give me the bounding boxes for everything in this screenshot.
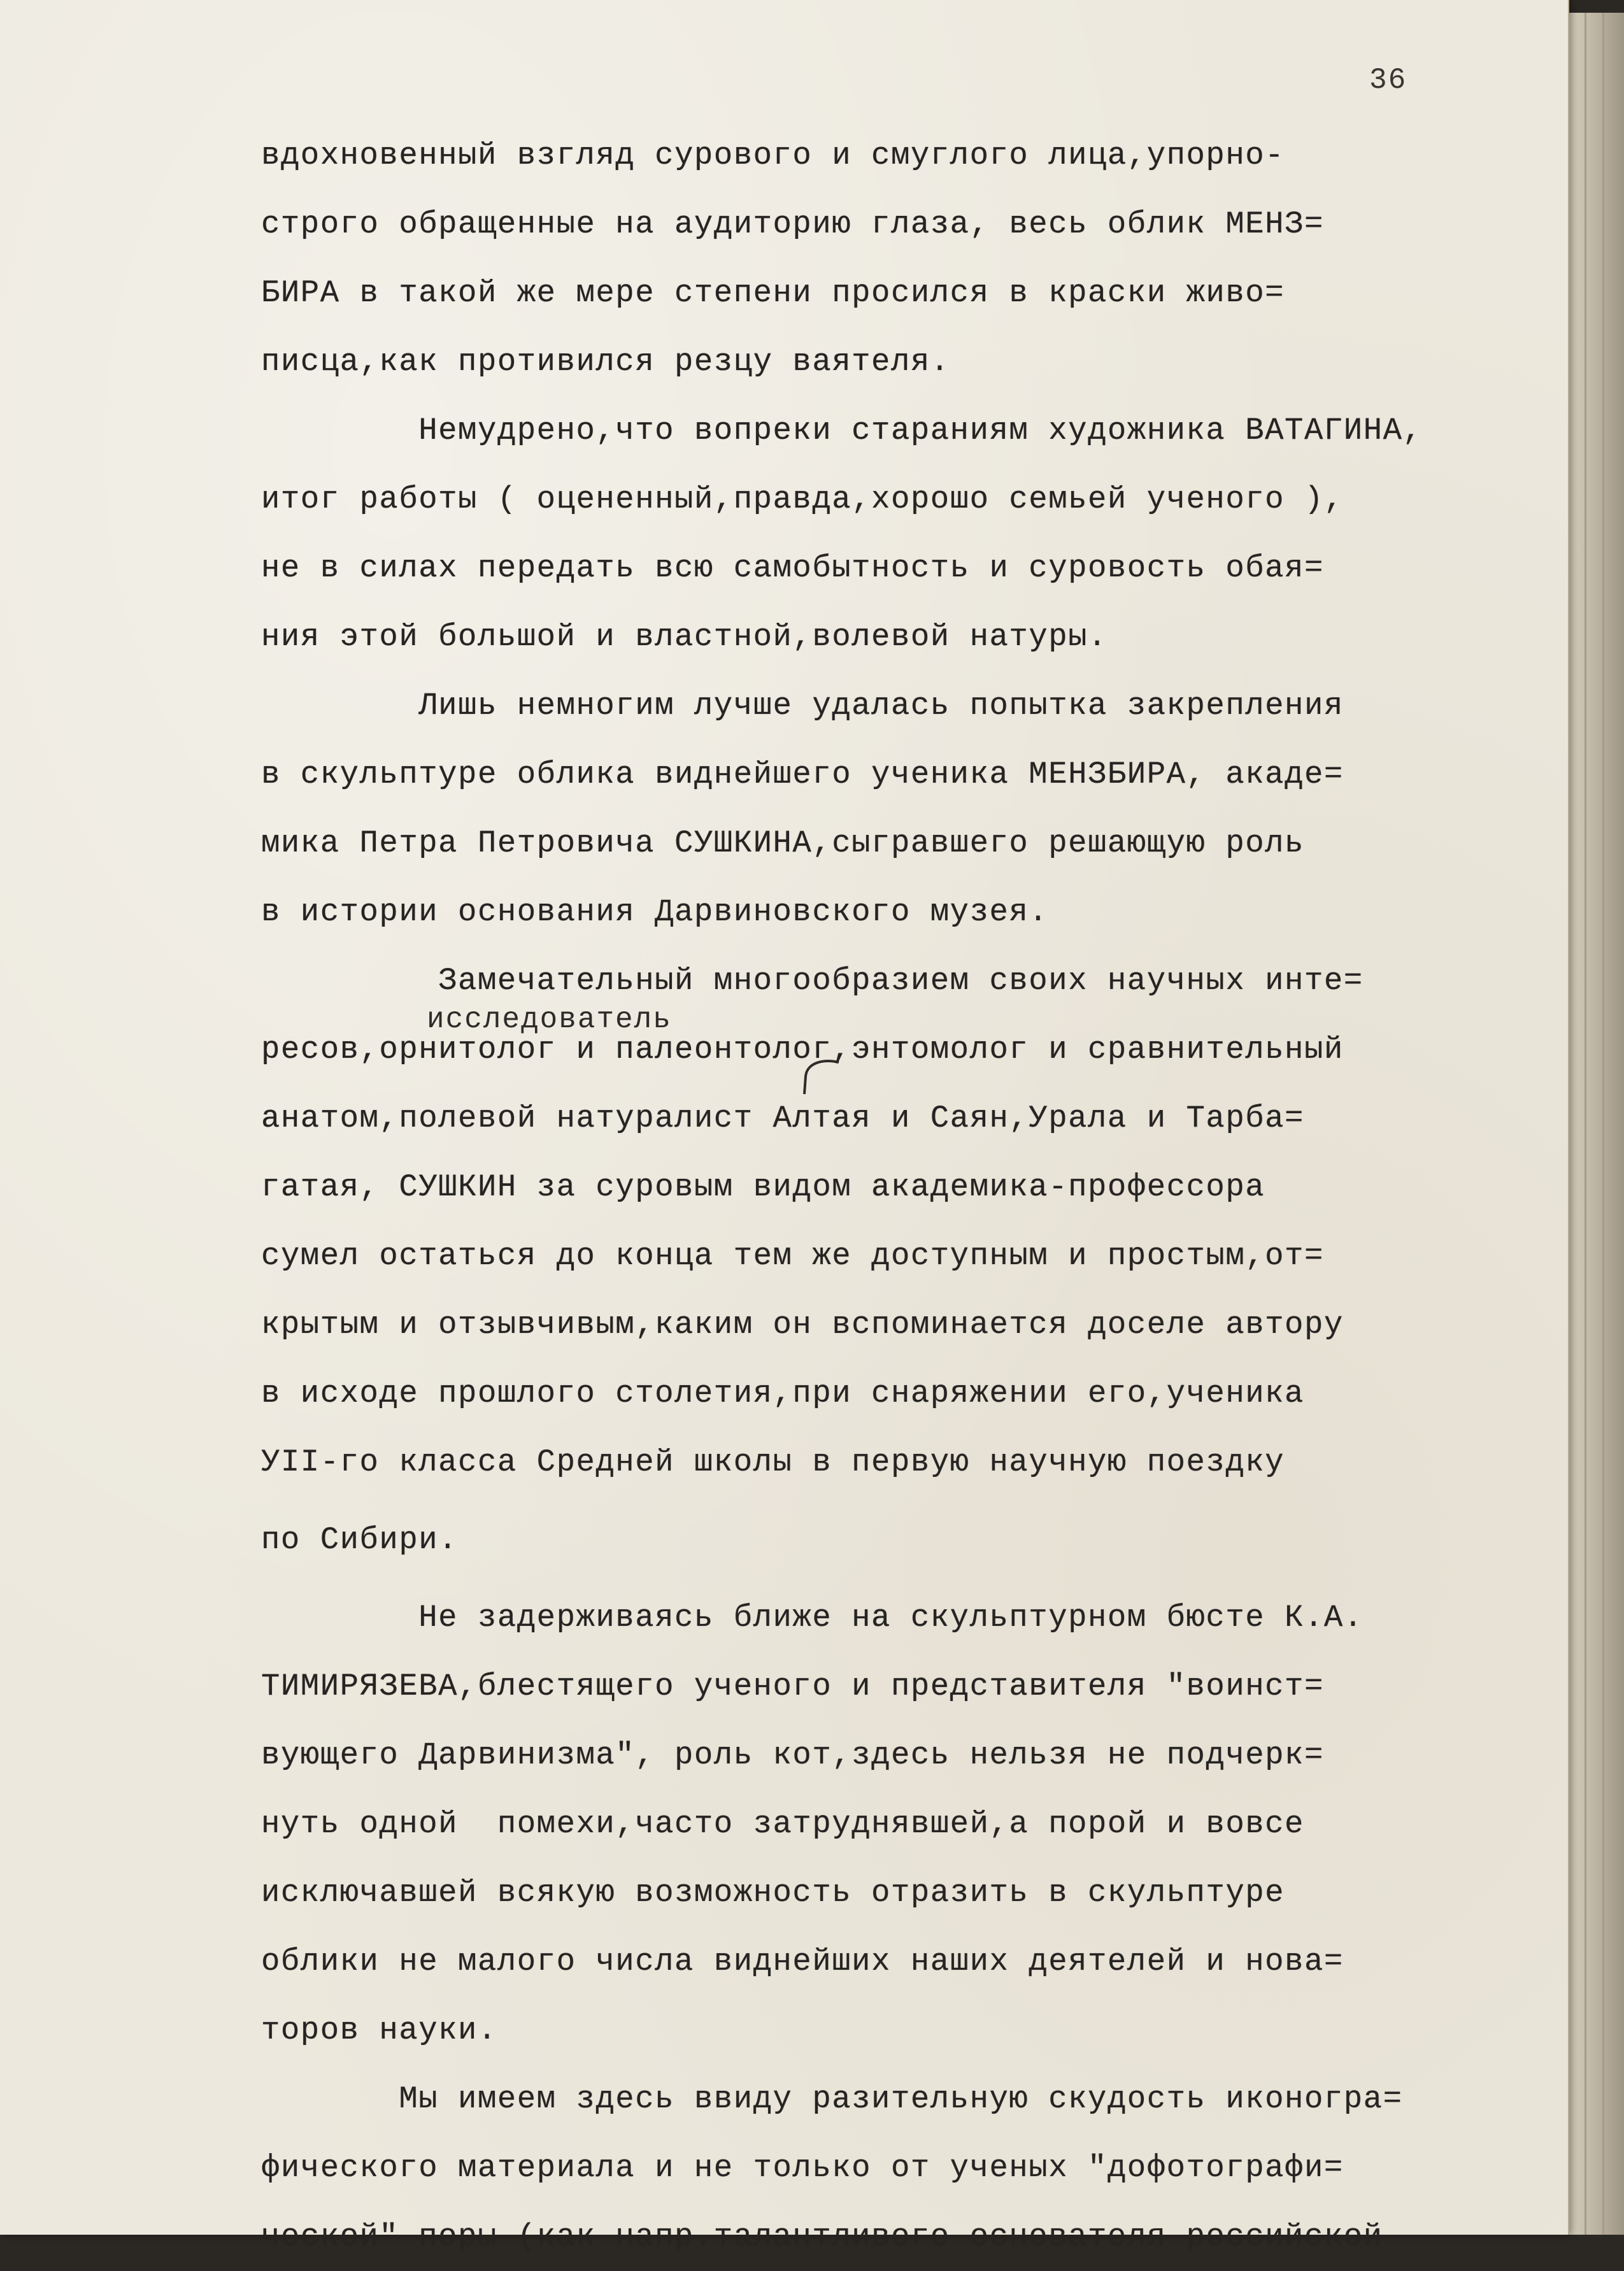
text-line: Мы имеем здесь ввиду разительную скудость иконогра= [261, 2081, 1403, 2117]
text-line: вующего Дарвинизма", роль кот,здесь нельзя не подчерк= [261, 1737, 1324, 1773]
text-line: ТИМИРЯЗЕВА,блестящего ученого и представителя "воинст= [261, 1669, 1324, 1704]
text-line: вдохновенный взгляд сурового и смуглого лица,упорно- [261, 138, 1285, 173]
text-line: мика Петра Петровича СУШКИНА,сыгравшего решающую роль [261, 825, 1304, 861]
text-line: исключавшей всякую возможность отразить в скульптуре [261, 1875, 1285, 1911]
sheet-edge [1602, 13, 1604, 2235]
text-line: сумел остаться до конца тем же доступным и простым,от= [261, 1238, 1324, 1274]
text-line: гатая, СУШКИН за суровым видом академика-профессора [261, 1169, 1265, 1205]
text-line: фического материала и не только от ученых "дофотографи= [261, 2150, 1344, 2186]
text-line: облики не малого числа виднейших наших деятелей и нова= [261, 1944, 1344, 1979]
handwritten-insertion: исследователь [427, 1003, 672, 1036]
text-line: ресов,орнитолог и палеонтолог,энтомолог и сравнительный [261, 1032, 1344, 1067]
text-line: анатом,полевой натуралист Алтая и Саян,Урала и Тарба= [261, 1100, 1304, 1136]
text-line: ческой" поры (как напр.талантливого основателя российской [261, 2219, 1383, 2254]
text-line: Немудрено,что вопреки стараниям художника ВАТАГИНА, [261, 413, 1423, 448]
text-line: в исходе прошлого столетия,при снаряжении его,ученика [261, 1376, 1304, 1411]
text-line: Лишь немногим лучше удалась попытка закрепления [261, 688, 1344, 723]
text-line: БИРА в такой же мере степени просился в краски живо= [261, 275, 1285, 311]
text-line: Замечательный многообразием своих научных инте= [261, 963, 1364, 999]
sheet-edge [1585, 13, 1586, 2235]
text-line: Не задерживаясь ближе на скульптурном бюсте К.А. [261, 1600, 1364, 1635]
text-line: УII-го класса Средней школы в первую научную поездку [261, 1444, 1285, 1480]
text-line: не в силах передать всю самобытность и суровость обая= [261, 550, 1324, 586]
text-line: нуть одной помехи,часто затруднявшей,а порой и вовсе [261, 1806, 1304, 1842]
text-line: торов науки. [261, 2012, 497, 2048]
text-line: по Сибири. [261, 1522, 459, 1558]
body-text [261, 121, 1509, 2271]
text-line: в скульптуре облика виднейшего ученика МЕНЗБИРА, акаде= [261, 757, 1344, 792]
page-number: 36 [1369, 64, 1407, 97]
text-line: писца,как противился резцу ваятеля. [261, 344, 950, 380]
text-line: ния этой большой и властной,волевой натуры. [261, 619, 1108, 655]
text-line: в истории основания Дарвиновского музея. [261, 894, 1049, 930]
text-line: строго обращенные на аудиторию глаза, весь облик МЕНЗ= [261, 206, 1324, 242]
text-line: крытым и отзывчивым,каким он вспоминается доселе автору [261, 1307, 1344, 1342]
text-line: итог работы ( оцененный,правда,хорошо семьей ученого ), [261, 481, 1344, 517]
